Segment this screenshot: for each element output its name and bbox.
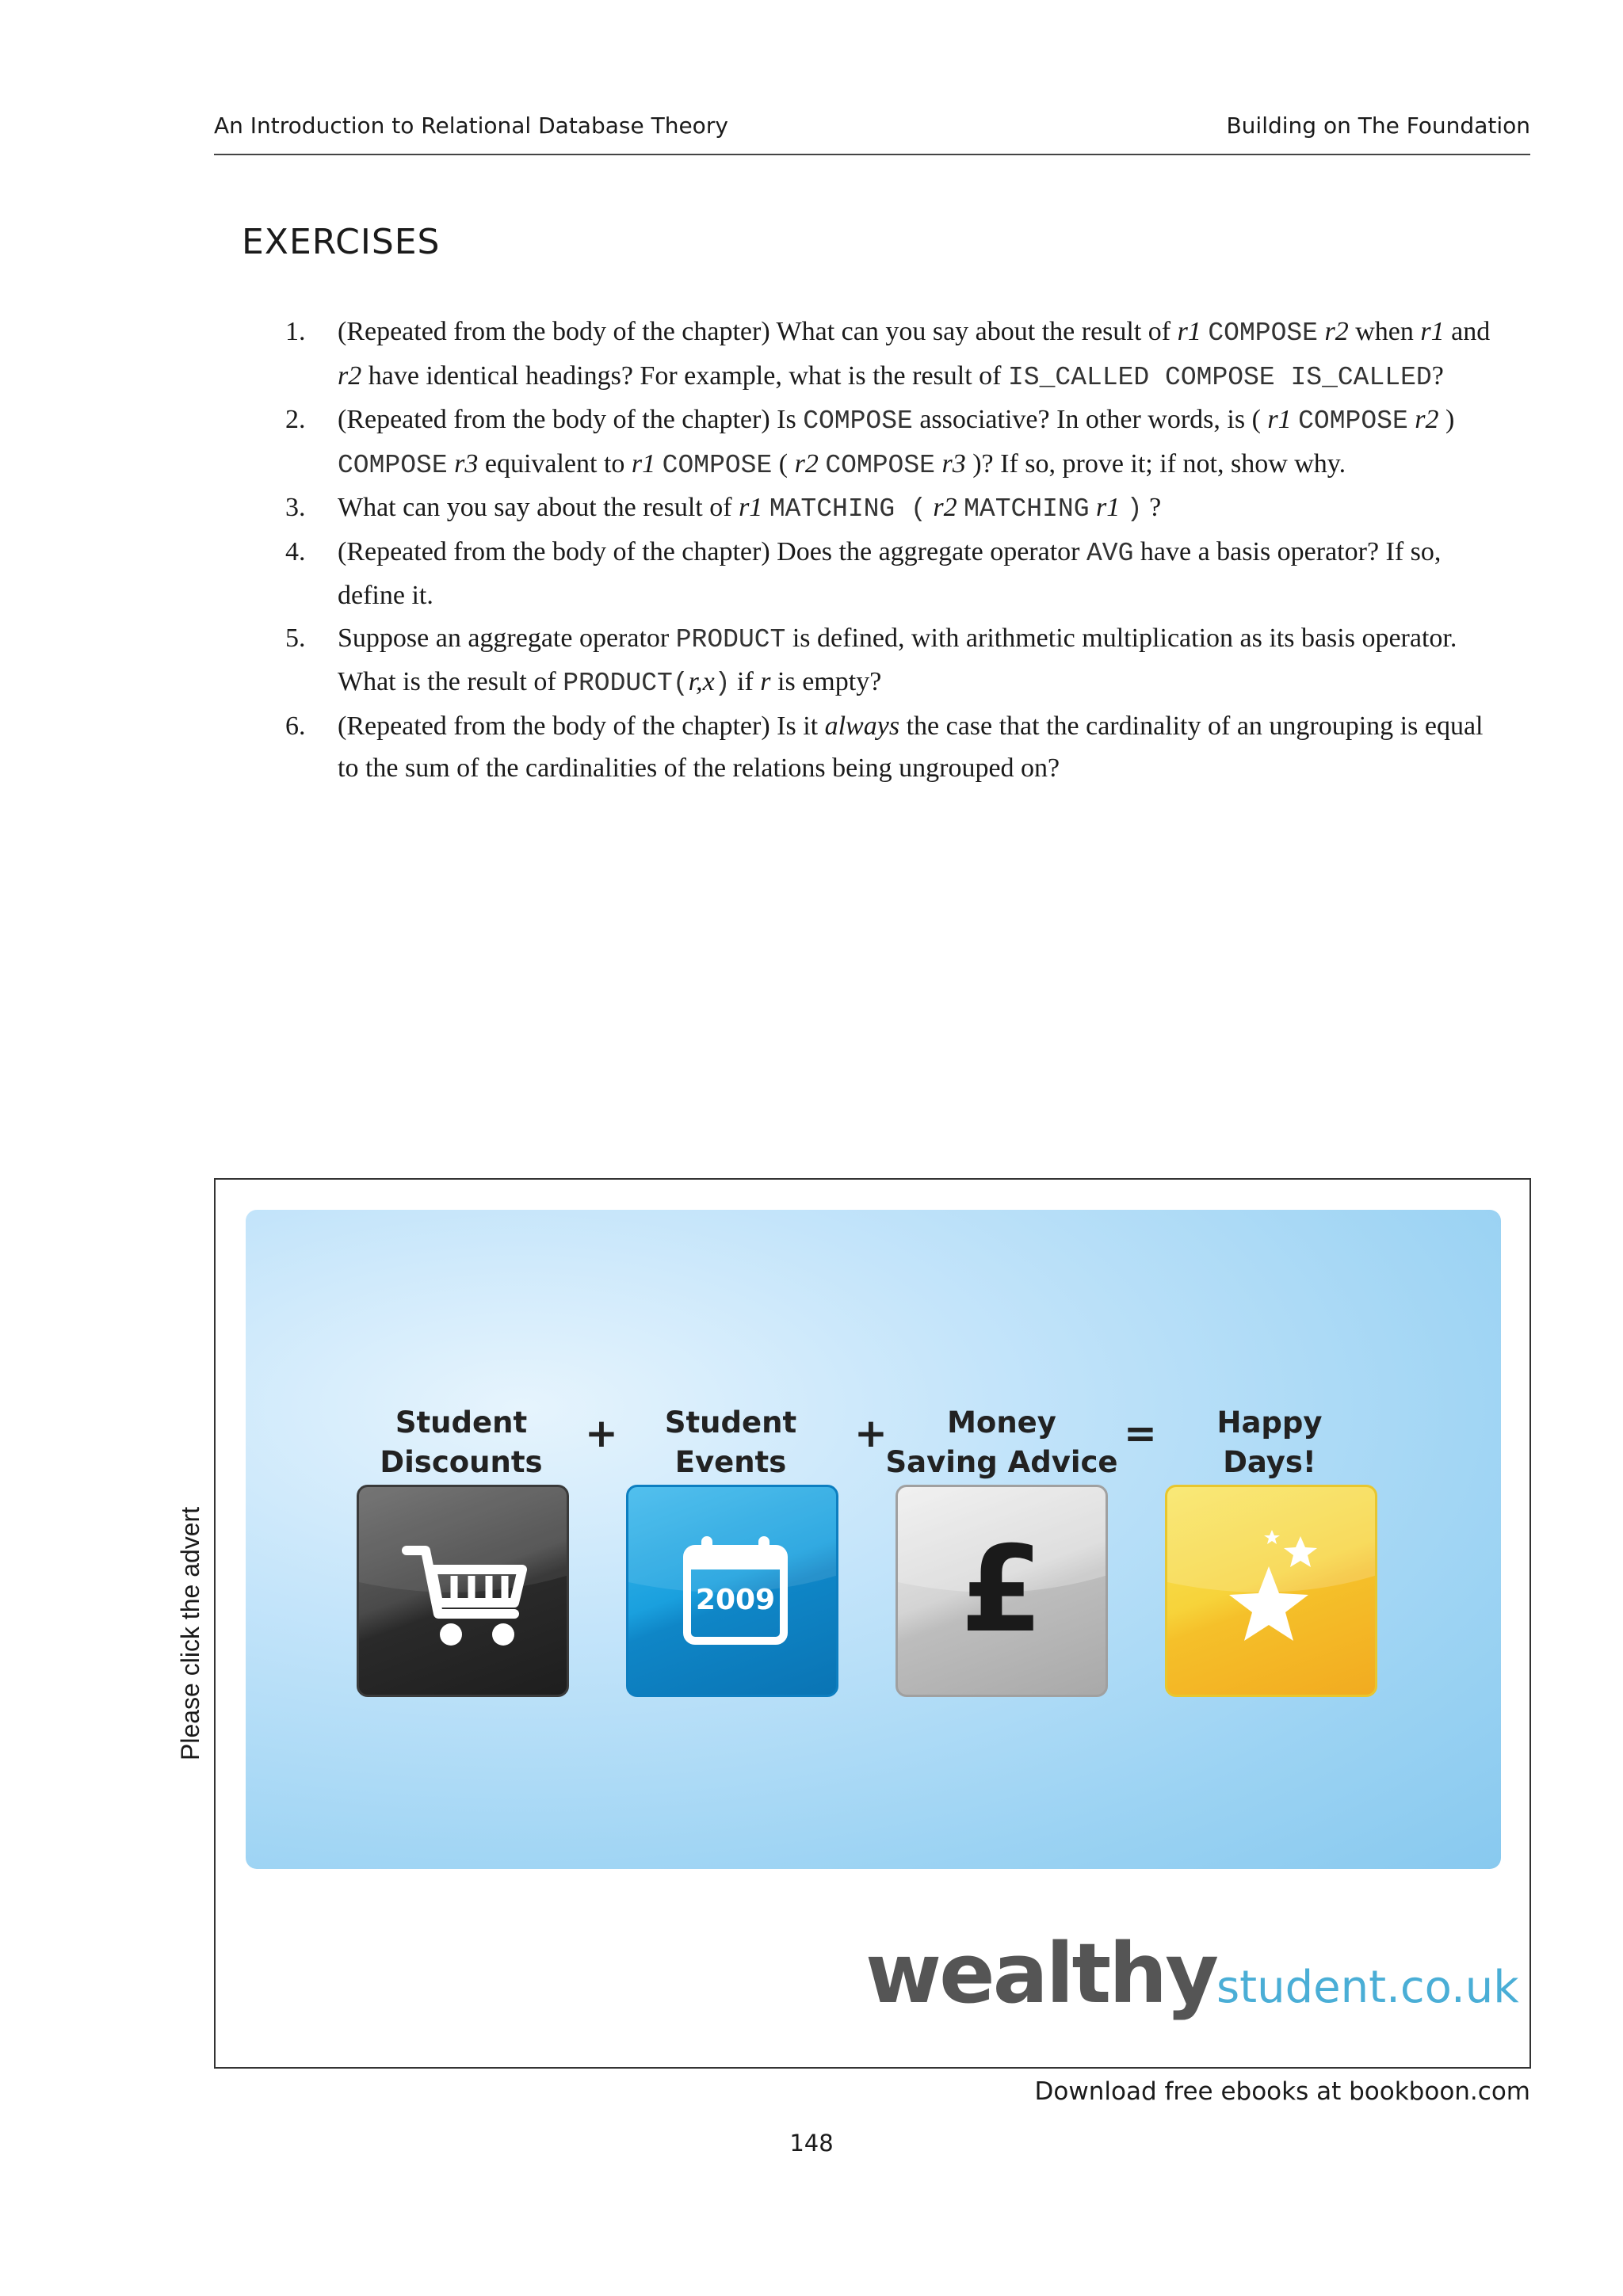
italic-variable: r2 xyxy=(1324,317,1349,346)
exercise-text: ( xyxy=(772,448,795,479)
italic-variable: r xyxy=(760,667,771,696)
advert-label-line: Student xyxy=(664,1405,797,1440)
brand-domain: student.co.uk xyxy=(1216,1962,1519,2013)
exercise-number: 4. xyxy=(285,536,306,566)
advert-label-happy-days[interactable] xyxy=(1151,1403,1388,1482)
header-divider xyxy=(214,154,1530,155)
exercise-text: is defined, with arithmetic multiplication as its basis operator. What is the result of xyxy=(338,623,1457,696)
plus-operator: + xyxy=(585,1410,618,1456)
code-operator: ) xyxy=(714,669,731,698)
exercise-text: the case that the cardinality of an ungrouping is equal to the sum of the cardinalities of the relations being ungrouped on? xyxy=(338,711,1484,783)
brand-wordmark: wealthy xyxy=(865,1925,1216,2022)
advert-label-line: Discounts xyxy=(380,1445,543,1479)
wealthystudent-logo[interactable] xyxy=(865,1925,1519,2022)
code-operator: IS_CALLED COMPOSE IS_CALLED xyxy=(1008,362,1432,392)
advert-label-money-advice[interactable] xyxy=(881,1403,1122,1482)
exercise-text: associative? In other words, is ( xyxy=(912,405,1268,434)
advert-label-line: Days! xyxy=(1223,1445,1316,1479)
exercise-text: have identical headings? For example, what is the result of xyxy=(361,360,1008,391)
exercise-item xyxy=(285,486,1506,531)
pound-icon: £ xyxy=(960,1521,1044,1659)
code-operator: PRODUCT( xyxy=(563,669,689,698)
advert-label-line: Saving Advice xyxy=(885,1445,1118,1479)
exercise-text: if xyxy=(730,667,761,696)
italic-variable: r2 xyxy=(1415,405,1439,434)
advert-label-events[interactable] xyxy=(612,1403,850,1482)
exercise-text: ? xyxy=(1431,360,1444,391)
exercise-text: when xyxy=(1348,317,1421,346)
code-operator: MATCHING ( xyxy=(769,494,926,524)
equals-operator: = xyxy=(1124,1410,1157,1456)
exercise-text: have a basis operator? If so, define it. xyxy=(338,536,1442,610)
advert-label-line: Money xyxy=(947,1405,1056,1440)
italic-variable: r,x xyxy=(688,667,715,696)
exercise-item xyxy=(285,531,1506,617)
advert-label-discounts[interactable] xyxy=(342,1403,580,1482)
exercise-item xyxy=(285,311,1506,399)
exercise-text: (Repeated from the body of the chapter) What can you say about the result of xyxy=(338,317,1178,346)
exercise-text: equivalent to xyxy=(478,448,632,479)
exercise-text: is empty? xyxy=(770,667,882,696)
exercise-item xyxy=(285,399,1506,486)
code-operator: COMPOSE xyxy=(662,450,773,480)
italic-variable: r1 xyxy=(631,448,656,479)
stars-icon xyxy=(1167,1487,1377,1697)
bookboon-download-link[interactable]: Download free ebooks at bookboon.com xyxy=(1034,2077,1530,2106)
italic-variable: r1 xyxy=(1267,405,1292,434)
exercise-text: )? If so, prove it; if not, show why. xyxy=(965,448,1346,479)
advert-click-note: Please click the advert xyxy=(176,1506,204,1760)
code-operator: MATCHING xyxy=(964,494,1090,524)
exercise-text: (Repeated from the body of the chapter) Does the aggregate operator xyxy=(338,536,1086,566)
advert-label-line: Happy xyxy=(1216,1405,1323,1440)
italic-variable: r3 xyxy=(941,448,966,479)
money-saving-tile[interactable] xyxy=(896,1485,1108,1697)
exercise-text xyxy=(957,493,964,522)
exercise-text xyxy=(1090,493,1097,522)
section-title: EXERCISES xyxy=(242,222,441,262)
code-operator: PRODUCT xyxy=(675,624,786,654)
italic-variable: r1 xyxy=(739,493,763,522)
running-header-chapter: Building on The Foundation xyxy=(1226,113,1530,139)
exercise-number: 5. xyxy=(285,623,306,653)
italic-variable: always xyxy=(824,711,900,741)
italic-variable: r1 xyxy=(1096,493,1121,522)
exercise-item xyxy=(285,617,1506,705)
code-operator: COMPOSE xyxy=(1298,406,1408,436)
exercise-text xyxy=(1120,493,1127,522)
code-operator: COMPOSE xyxy=(803,406,913,436)
exercise-text: ) xyxy=(1438,405,1455,434)
running-header-title: An Introduction to Relational Database Theory xyxy=(214,113,728,139)
exercise-number: 1. xyxy=(285,317,306,346)
code-operator: COMPOSE xyxy=(825,450,935,480)
exercise-text xyxy=(1292,405,1299,434)
exercise-text xyxy=(1408,405,1415,434)
code-operator: ) xyxy=(1126,494,1143,524)
exercise-text: (Repeated from the body of the chapter) Is it xyxy=(338,711,825,741)
code-operator: COMPOSE xyxy=(1208,318,1318,348)
italic-variable: r2 xyxy=(933,493,957,522)
exercise-text xyxy=(655,449,663,479)
exercise-number: 3. xyxy=(285,493,306,522)
italic-variable: r3 xyxy=(454,448,479,479)
exercise-text: What can you say about the result of xyxy=(338,493,739,522)
happy-days-tile[interactable] xyxy=(1165,1485,1377,1697)
calendar-year: 2009 xyxy=(695,1584,776,1616)
page-number: 148 xyxy=(789,2130,834,2157)
exercise-text: (Repeated from the body of the chapter) Is xyxy=(338,405,804,434)
exercise-number: 2. xyxy=(285,405,306,434)
exercise-text: Suppose an aggregate operator xyxy=(338,623,676,653)
italic-variable: r2 xyxy=(338,360,362,391)
plus-operator: + xyxy=(854,1410,888,1456)
italic-variable: r1 xyxy=(1177,317,1201,346)
exercise-number: 6. xyxy=(285,711,306,741)
italic-variable: r1 xyxy=(1420,317,1445,346)
exercise-text xyxy=(762,493,769,522)
exercise-item xyxy=(285,705,1506,790)
code-operator: AVG xyxy=(1086,538,1134,568)
exercise-text: and xyxy=(1444,317,1491,346)
exercise-text xyxy=(448,449,455,479)
shopping-cart-icon xyxy=(359,1487,569,1697)
exercise-list xyxy=(285,311,1506,790)
student-events-tile[interactable] xyxy=(626,1485,838,1697)
italic-variable: r2 xyxy=(794,448,819,479)
advert-label-line: Student xyxy=(395,1405,528,1440)
exercise-text: ? xyxy=(1142,493,1162,522)
advert-label-line: Events xyxy=(674,1445,787,1479)
student-discounts-tile[interactable] xyxy=(357,1485,569,1697)
code-operator: COMPOSE xyxy=(338,450,448,480)
